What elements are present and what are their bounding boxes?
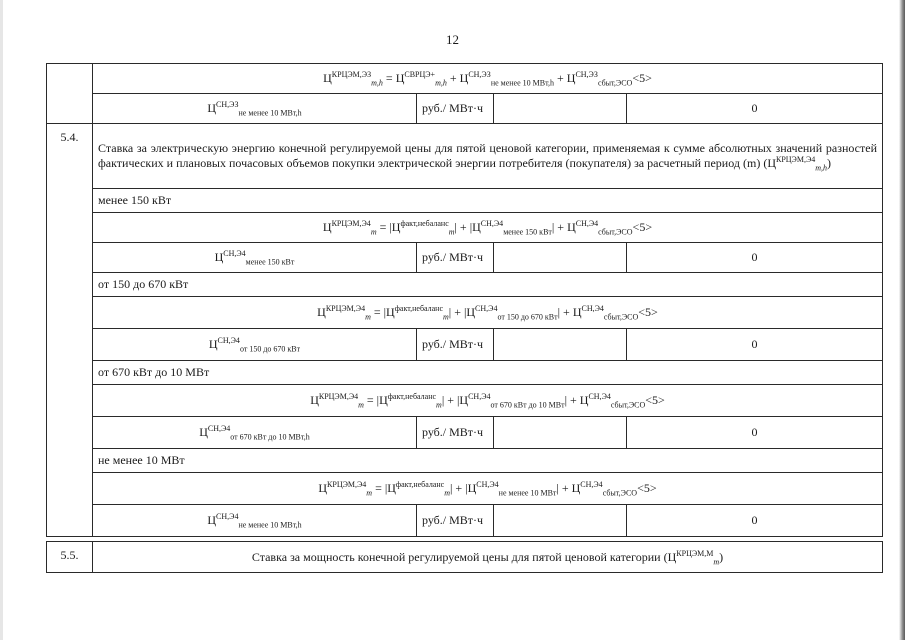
- table-row: [47, 64, 883, 94]
- formula-band2: $Ц^{КРЦЭМ,Э4}_m = |Ц^{факт,небаланс}_m| + |Ц^{СН,Э4}_{от 150 до 670 кВт}| + Ц^{СН,Э4}_{сбыт,ЭСО}<5>$: [93, 297, 883, 329]
- formula-row: [47, 385, 883, 417]
- empty-cell: [494, 243, 627, 273]
- band-label-row: [47, 449, 883, 473]
- value-cell: 0: [627, 505, 883, 537]
- page-number: 12: [446, 32, 459, 47]
- scan-edge-right: [899, 0, 905, 640]
- tariff-table-5-5: [46, 541, 883, 573]
- formula-row: [47, 213, 883, 243]
- value-cell: 0: [627, 243, 883, 273]
- unit-cell: руб./ МВт·ч: [417, 505, 494, 537]
- param-symbol-cell: $Ц^{СН,ЭЗ}_{не менее 10 МВт,h}$: [93, 94, 417, 124]
- formula-row: [47, 297, 883, 329]
- section-number: 5.5.: [47, 542, 93, 573]
- formula-top: $Ц^{КРЦЭМ,ЭЗ}_{m,h} = Ц^{СВРЦЭ+}_{m,h} + Ц^{СН,ЭЗ}_{не менее 10 МВт,h} + Ц^{СН,ЭЗ}_{сбыт,ЭСО}<5>$: [323, 70, 652, 88]
- unit-cell: руб./ МВт·ч: [417, 417, 494, 449]
- formula-row: [47, 473, 883, 505]
- section-text: Ставка за мощность конечной регулируемой цены для пятой ценовой категории $(Ц^{КРЦЭМ,М}_m)$: [93, 542, 883, 573]
- unit-cell: руб./ МВт·ч: [417, 329, 494, 361]
- empty-cell: [494, 505, 627, 537]
- section-row-5-5: [47, 542, 883, 573]
- band-label: от 150 до 670 кВт: [93, 273, 883, 297]
- value-cell: 0: [627, 94, 883, 124]
- scan-edge-left: [0, 0, 3, 640]
- formula-band3: $Ц^{КРЦЭМ,Э4}_m = |Ц^{факт,небаланс}_m| + |Ц^{СН,Э4}_{от 670 кВт до 10 МВт}| + Ц^{СН,Э4}_{сбыт,ЭСО}<5>$: [93, 385, 883, 417]
- value-cell: 0: [627, 417, 883, 449]
- unit-cell: руб./ МВт·ч: [417, 243, 494, 273]
- empty-cell: [494, 329, 627, 361]
- table-row: [47, 417, 883, 449]
- table-row: [47, 329, 883, 361]
- param-symbol-cell: $Ц^{СН,Э4}_{менее 150 кВт}$: [93, 243, 417, 273]
- tariff-table: [46, 63, 883, 537]
- band-label-row: [47, 361, 883, 385]
- band-label: от 670 кВт до 10 МВт: [93, 361, 883, 385]
- value-cell: 0: [627, 329, 883, 361]
- band-label-row: [47, 189, 883, 213]
- row-number-cell: [47, 64, 93, 124]
- formula-band4: $Ц^{КРЦЭМ,Э4}_m = |Ц^{факт,небаланс}_m| + |Ц^{СН,Э4}_{не менее 10 МВт}| + Ц^{СН,Э4}_{сбыт,ЭСО}<5>$: [93, 473, 883, 505]
- param-symbol-cell: $Ц^{СН,Э4}_{от 150 до 670 кВт}$: [93, 329, 417, 361]
- table-row: [47, 505, 883, 537]
- empty-cell: [494, 417, 627, 449]
- empty-cell: [494, 94, 627, 124]
- band-label: не менее 10 МВт: [93, 449, 883, 473]
- param-symbol-cell: $Ц^{СН,Э4}_{не менее 10 МВт,h}$: [93, 505, 417, 537]
- formula-cell: [93, 64, 883, 94]
- table-row: [47, 94, 883, 124]
- band-label: менее 150 кВт: [93, 189, 883, 213]
- section-text: Ставка за электрическую энергию конечной регулируемой цены для пятой ценовой категории, применяемая к сумме абсолютных значений разностей фактических и плановых почасовых объемов покупки электрической энергии потребителя (покупателя) за расчетный период (m) $(Ц^{КРЦЭМ,Э4}_{m,h})$: [93, 124, 883, 189]
- section-row-5-4: [47, 124, 883, 189]
- table-row: [47, 243, 883, 273]
- section-number: 5.4.: [47, 124, 93, 537]
- param-symbol-cell: $Ц^{СН,Э4}_{от 670 кВт до 10 МВт,h}$: [93, 417, 417, 449]
- band-label-row: [47, 273, 883, 297]
- unit-cell: руб./ МВт·ч: [417, 94, 494, 124]
- formula-band1: $Ц^{КРЦЭМ,Э4}_m = |Ц^{факт,небаланс}_m| + |Ц^{СН,Э4}_{менее 150 кВт}| + Ц^{СН,Э4}_{сбыт,ЭСО}<5>$: [93, 213, 883, 243]
